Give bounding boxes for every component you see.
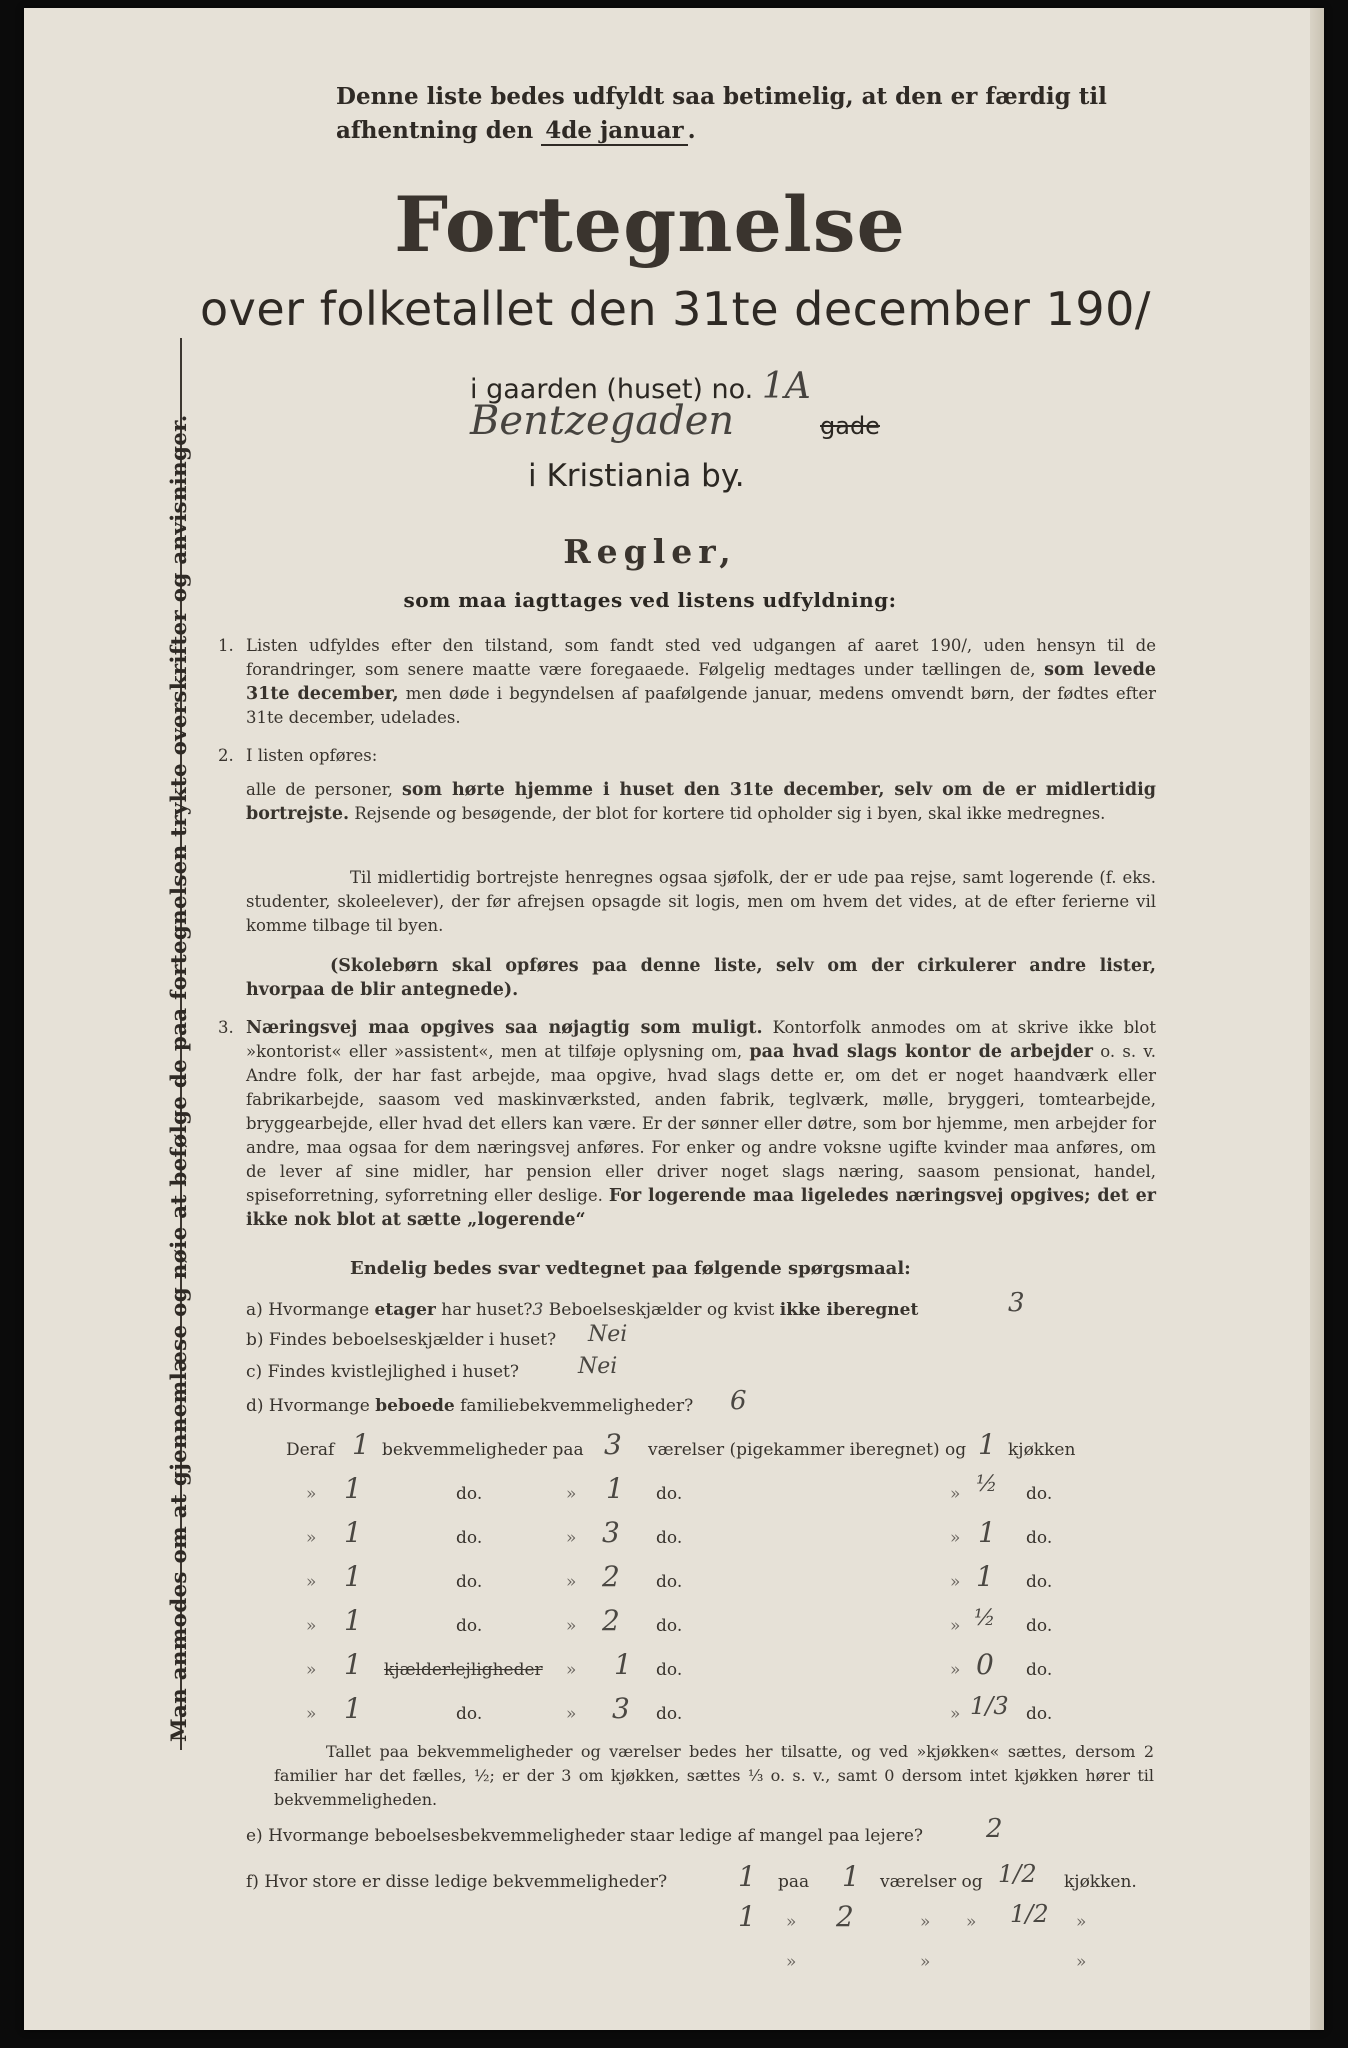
row-rooms: 1 xyxy=(606,1472,624,1505)
row-do: do. xyxy=(656,1704,683,1724)
table-first-rooms: 3 xyxy=(604,1428,622,1461)
answer-b: Nei xyxy=(588,1322,628,1347)
row-kitchen: 1 xyxy=(978,1516,996,1549)
ditto-mark: » xyxy=(950,1704,961,1724)
ditto-mark: » xyxy=(950,1572,961,1592)
rule-1-c: men døde i begyndelsen af paafølgende januar, medens omvendt børn, der fødtes efter 31te december, udelades. xyxy=(246,684,1156,727)
ditto-mark: » xyxy=(1076,1912,1087,1932)
row-count: 1 xyxy=(344,1648,362,1681)
question-e-text: Hvormange beboelsesbekvemmeligheder staar ledige af mangel paa lejere? xyxy=(268,1826,923,1846)
page-subtitle: over folketallet den 31te december 190/ xyxy=(200,282,1151,336)
answer-a: 3 xyxy=(1008,1288,1025,1318)
rule-3-d: o. s. v. Andre folk, der har fast arbejde, maa opgive, hvad slags dette er, om det er noget haandværk eller fabrikarbejde, saasom ved maskinværksted, anden fabrik, teglværk, mølle, bryggeri, tomtearbejde, bryggearbejde, eller hvad det ellers kan være. Er der sønner eller døtre, som bor hjemme, men arbejder for andre, maa ogsaa for dem næringsvej anføres. For enker og andre voksne ugifte kvinder maa anføres, om de lever af sine midler, har pension eller driver noget slags næring, saasom pensionat, handel, spiseforretning, syforretning eller deslige. xyxy=(246,1042,1156,1205)
row-type-struck: kjælderlejligheder xyxy=(384,1660,543,1680)
question-a-bold1: etager xyxy=(374,1300,436,1320)
ditto-mark: » xyxy=(566,1528,577,1548)
ditto-mark: » xyxy=(966,1912,977,1932)
row-do: do. xyxy=(1026,1484,1053,1504)
row-do: do. xyxy=(1026,1704,1053,1724)
row-do: do. xyxy=(656,1616,683,1636)
table-col6-head: kjøkken xyxy=(1008,1440,1076,1460)
ditto-mark: » xyxy=(306,1704,317,1724)
rule-3-e: For logerende maa ligeledes næringsvej opgives; det er ikke nok blot at sætte „logerende“ xyxy=(246,1186,1156,1230)
row-do: do. xyxy=(656,1660,683,1680)
page-edge xyxy=(1310,8,1324,2030)
answer-f-kitchen: 1/2 xyxy=(998,1860,1037,1888)
question-c-text: Findes kvistlejlighed i huset? xyxy=(267,1362,520,1382)
row-type: do. xyxy=(456,1704,483,1724)
house-label: i gaarden (huset) no. xyxy=(470,374,754,405)
side-instruction: Man anmodes om at gjennemlæse og nøie at befølge de paa fortegnelsen trykte overskrifter og anvisninger. xyxy=(167,414,192,1742)
rule-2-number: 2. xyxy=(218,746,234,765)
notice-suffix: . xyxy=(687,117,696,144)
row-count: 1 xyxy=(344,1604,362,1637)
ditto-mark: » xyxy=(306,1484,317,1504)
rule-1-b: som levede 31te december, xyxy=(246,660,1157,704)
answer-c: Nei xyxy=(578,1354,618,1379)
notice-line1: Denne liste bedes udfyldt saa betimelig, at den er færdig til xyxy=(336,83,1107,110)
row-type: do. xyxy=(456,1484,483,1504)
row-count: 1 xyxy=(344,1472,362,1505)
question-f-label: f) xyxy=(246,1872,259,1892)
row-type: do. xyxy=(456,1528,483,1548)
house-number: 1A xyxy=(761,366,811,407)
rule-2-b: som hørte hjemme i huset den 31te december, selv om de er midlertidig bortrejste. xyxy=(246,780,1156,824)
rule-3 xyxy=(246,1016,1156,1232)
question-a-label: a) xyxy=(246,1300,263,1320)
ditto-mark: » xyxy=(786,1912,797,1932)
street-name: Bentzegaden xyxy=(470,398,735,444)
questions-heading: Endelig bedes svar vedtegnet paa følgende spørgsmaal: xyxy=(350,1258,911,1279)
notice-prefix: afhentning den xyxy=(336,117,534,144)
answer-d: 6 xyxy=(730,1386,747,1416)
row-kitchen: ½ xyxy=(976,1472,998,1497)
question-a-text3: Beboelseskjælder og kvist xyxy=(548,1300,775,1320)
table-col2-head: bekvemmeligheder paa xyxy=(382,1440,584,1460)
row-rooms: 2 xyxy=(602,1604,620,1637)
row-type: do. xyxy=(456,1616,483,1636)
row-do: do. xyxy=(1026,1660,1053,1680)
ditto-mark: » xyxy=(1076,1952,1087,1972)
rule-3-c: paa hvad slags kontor de arbejder xyxy=(749,1042,1093,1062)
rule-2-body xyxy=(246,778,1156,826)
row-do: do. xyxy=(656,1484,683,1504)
question-a-text2: har huset? xyxy=(441,1300,533,1320)
ditto-mark: » xyxy=(566,1704,577,1724)
row-rooms: 2 xyxy=(602,1560,620,1593)
rules-heading: Regler, xyxy=(563,532,737,571)
row-count: 1 xyxy=(344,1516,362,1549)
ditto-mark: » xyxy=(566,1484,577,1504)
row-rooms: 3 xyxy=(612,1692,630,1725)
ditto-mark: » xyxy=(950,1484,961,1504)
question-a-inline: 3 xyxy=(532,1300,544,1320)
question-e xyxy=(246,1826,923,1846)
rule-3-a: Næringsvej maa opgives saa nøjagtig som muligt. xyxy=(246,1018,763,1038)
ditto-mark: » xyxy=(306,1572,317,1592)
ditto-mark: » xyxy=(950,1528,961,1548)
footnote: Tallet paa bekvemmeligheder og værelser bedes her tilsatte, og ved »kjøkken« sættes, dersom 2 familier har det fælles, ½; er der 3 om kjøkken, sættes ⅓ o. s. v., samt 0 dersom intet kjøkken hører til bekvemmeligheden. xyxy=(274,1742,1154,1809)
rule-1-number: 1. xyxy=(218,636,234,655)
rule-2-d: Til midlertidig bortrejste henregnes ogsaa sjøfolk, der er ude paa rejse, samt logerende (f. eks. studenter, skoleelever), der før afrejsen opsagde sit logis, men om hvem det vides, at de efter ferierne vil komme tilbage til byen. xyxy=(246,868,1156,935)
answer-f-rooms: 1 xyxy=(842,1860,860,1893)
row-type: do. xyxy=(456,1572,483,1592)
page-title: Fortegnelse xyxy=(394,180,906,269)
question-a-bold2: ikke iberegnet xyxy=(779,1300,919,1320)
rules-subheading: som maa iagttages ved listens udfyldning: xyxy=(403,588,897,612)
answer-f-count: 1 xyxy=(738,1860,756,1893)
ditto-mark: » xyxy=(920,1912,931,1932)
row-kitchen: ½ xyxy=(974,1606,996,1631)
question-d xyxy=(246,1396,693,1416)
question-a-text1: Hvormange xyxy=(268,1300,370,1320)
answer-f2-rooms: 2 xyxy=(836,1900,854,1933)
notice-line2 xyxy=(336,114,1107,148)
row-count: 1 xyxy=(344,1692,362,1725)
city-line: i Kristiania by. xyxy=(528,458,745,494)
ditto-mark: » xyxy=(950,1616,961,1636)
question-c xyxy=(246,1362,519,1382)
answer-f2-count: 1 xyxy=(738,1900,756,1933)
rule-2-intro: I listen opføres: xyxy=(246,746,378,765)
question-d-text2: familiebekvemmeligheder? xyxy=(460,1396,694,1416)
notice-date: 4de januar xyxy=(541,117,687,146)
row-kitchen: 1/3 xyxy=(970,1692,1009,1720)
row-kitchen: 1 xyxy=(976,1560,994,1593)
rule-1-a: Listen udfyldes efter den tilstand, som fandt sted ved udgangen af aaret 190/, uden hensyn til de forandringer, som senere maatte være foregaaede. Følgelig medtages under tællingen de, xyxy=(246,636,1156,679)
ditto-mark: » xyxy=(566,1616,577,1636)
f-kjokken: kjøkken. xyxy=(1064,1872,1137,1892)
row-rooms: 1 xyxy=(614,1648,632,1681)
row-do: do. xyxy=(1026,1572,1053,1592)
rule-2-e-text: (Skolebørn skal opføres paa denne liste, selv om der cirkulerer andre lister, hvorpaa de blir antegnede). xyxy=(246,956,1156,1000)
row-do: do. xyxy=(1026,1528,1053,1548)
table-first-kitchen: 1 xyxy=(978,1428,996,1461)
rule-2-a: alle de personer, xyxy=(246,780,393,799)
row-do: do. xyxy=(656,1572,683,1592)
question-f xyxy=(246,1872,667,1892)
ditto-mark: » xyxy=(786,1952,797,1972)
ditto-mark: » xyxy=(306,1660,317,1680)
question-e-label: e) xyxy=(246,1826,263,1846)
rule-2-e xyxy=(246,954,1156,1002)
ditto-mark: » xyxy=(306,1616,317,1636)
table-deraf: Deraf xyxy=(286,1440,335,1460)
answer-e: 2 xyxy=(986,1814,1003,1844)
ditto-mark: » xyxy=(920,1952,931,1972)
question-d-label: d) xyxy=(246,1396,264,1416)
ditto-mark: » xyxy=(566,1572,577,1592)
answer-f2-kitchen: 1/2 xyxy=(1010,1900,1049,1928)
rule-3-b: Kontorfolk anmodes om at skrive ikke blot »kontorist« eller »assistent«, men at tilføje oplysning om, xyxy=(246,1018,1156,1061)
table-first-count: 1 xyxy=(352,1428,370,1461)
rule-1 xyxy=(246,634,1156,730)
row-rooms: 3 xyxy=(602,1516,620,1549)
question-f-text: Hvor store er disse ledige bekvemmeligheder? xyxy=(264,1872,668,1892)
row-kitchen: 0 xyxy=(976,1648,994,1681)
rule-3-number: 3. xyxy=(218,1018,234,1037)
ditto-mark: » xyxy=(950,1660,961,1680)
row-do: do. xyxy=(1026,1616,1053,1636)
row-do: do. xyxy=(656,1528,683,1548)
row-count: 1 xyxy=(344,1560,362,1593)
f-paa: paa xyxy=(778,1872,810,1892)
question-d-text1: Hvormange xyxy=(268,1396,370,1416)
question-d-bold: beboede xyxy=(375,1396,455,1416)
ditto-mark: » xyxy=(306,1528,317,1548)
f-vaerelser: værelser og xyxy=(880,1872,983,1892)
notice xyxy=(336,80,1107,148)
table-col4-head: værelser (pigekammer iberegnet) og xyxy=(648,1440,967,1460)
question-b-text: Findes beboelseskjælder i huset? xyxy=(268,1330,557,1350)
rule-2-c: Rejsende og besøgende, der blot for kortere tid opholder sig i byen, skal ikke medregnes. xyxy=(354,804,1106,823)
gade-label: gade xyxy=(820,412,880,440)
question-b xyxy=(246,1330,556,1350)
question-c-label: c) xyxy=(246,1362,263,1382)
ditto-mark: » xyxy=(566,1660,577,1680)
question-b-label: b) xyxy=(246,1330,264,1350)
